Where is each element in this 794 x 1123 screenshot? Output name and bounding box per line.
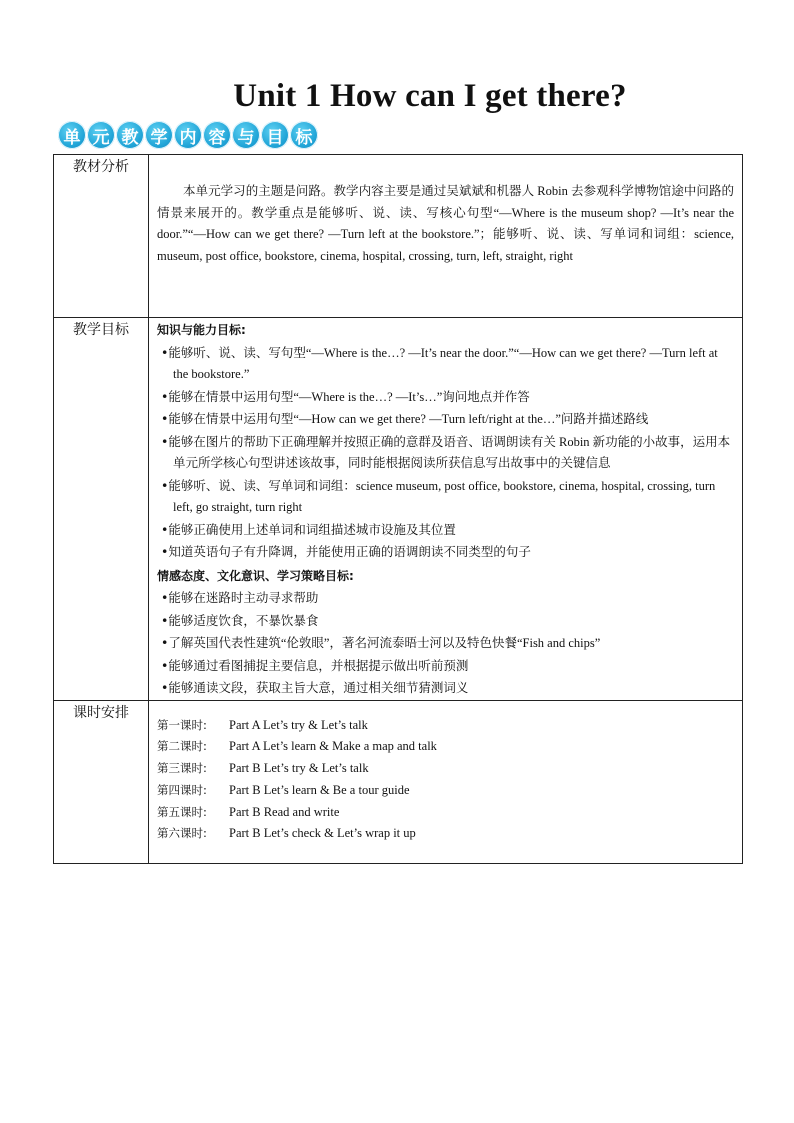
banner-char: 元 [87, 121, 115, 149]
lesson-row: 第二课时: Part A Let’s learn & Make a map and talk [157, 739, 437, 754]
list-item: •能够通过看图捕捉主要信息，并根据提示做出听前预测 [161, 657, 469, 673]
list-item: •能够正确使用上述单词和词组描述城市设施及其位置 [161, 521, 456, 537]
knowledge-heading: 知识与能力目标: [157, 323, 246, 337]
list-item: •了解英国代表性建筑“伦敦眼”，著名河流泰晤士河以及特色快餐“Fish and chips” [161, 635, 601, 650]
row-label-goals: 教学目标 [54, 318, 149, 701]
banner-char: 标 [290, 121, 318, 149]
emotion-heading: 情感态度、文化意识、学习策略目标: [157, 568, 354, 583]
lesson-row: 第四课时: Part B Let’s learn & Be a tour guide [157, 782, 410, 797]
row-label-schedule: 课时安排 [54, 700, 149, 863]
page-title: Unit 1 How can I get there? [233, 78, 627, 114]
banner-char: 目 [261, 121, 289, 149]
row-label-analysis: 教材分析 [54, 155, 149, 318]
banner-char: 容 [203, 121, 231, 149]
lesson-row: 第五课时: Part B Read and write [157, 804, 340, 819]
lesson-list [157, 701, 734, 846]
analysis-cell [149, 155, 743, 318]
banner-char: 内 [174, 121, 202, 149]
list-item: •能够适度饮食，不暴饮暴食 [161, 612, 319, 628]
list-item: •能够在情景中运用句型“—How can we get there? —Turn left/right at the…”问路并描述路线 [161, 411, 649, 426]
table-row-goals [54, 318, 743, 701]
list-item: •能够听、说、读、写句型“—Where is the…? —It’s near the door.”“—How can we get there? —Turn left at the bookstore.” [161, 344, 718, 381]
lesson-row: 第一课时: Part A Let’s try & Let’s talk [157, 717, 368, 732]
list-item: •能够在情景中运用句型“—Where is the…? —It’s…”询问地点并作答 [161, 388, 530, 404]
list-item: •能够听、说、读、写单词和词组：science museum, post office, bookstore, cinema, hospital, crossing, turn left, go straight, turn right [161, 477, 716, 514]
lesson-row: 第三课时: Part B Let’s try & Let’s talk [157, 761, 369, 776]
list-item: •能够通读文段，获取主旨大意，通过相关细节猜测词义 [161, 680, 469, 695]
table-row-analysis [54, 155, 743, 318]
banner-char: 单 [58, 121, 86, 149]
list-item: •能够在图片的帮助下正确理解并按照正确的意群及语音、语调朗读有关 Robin 新功能的小故事，运用本单元所学核心句型讲述该故事，同时能根据阅读所获信息写出故事中的关键信息 [161, 433, 731, 470]
section-banner [58, 121, 318, 151]
banner-char: 学 [145, 121, 173, 149]
table-row-schedule [54, 700, 743, 863]
schedule-cell [149, 700, 743, 863]
list-item: •知道英语句子有升降调，并能使用正确的语调朗读不同类型的句子 [161, 544, 531, 559]
banner-char: 与 [232, 121, 260, 149]
banner-char: 教 [116, 121, 144, 149]
unit-plan-table [53, 154, 743, 864]
list-item: •能够在迷路时主动寻求帮助 [161, 590, 319, 605]
lesson-row: 第六课时: Part B Let’s check & Let’s wrap it up [157, 826, 416, 841]
analysis-text: 本单元学习的主题是问路。教学内容主要是通过吴斌斌和机器人 Robin 去参观科学博物馆途中问路的情景来展开的。教学重点是能够听、说、读、写核心句型“—Where is the museum shop? —It’s near the door.”“—How can we get there? —Turn left at the bookstore.”；能够听、说、读、写单词和词组：science, museum, post office, bookstore, cinema, hospital, crossing, turn, left, straight, right [157, 184, 734, 263]
goals-cell [149, 318, 743, 701]
